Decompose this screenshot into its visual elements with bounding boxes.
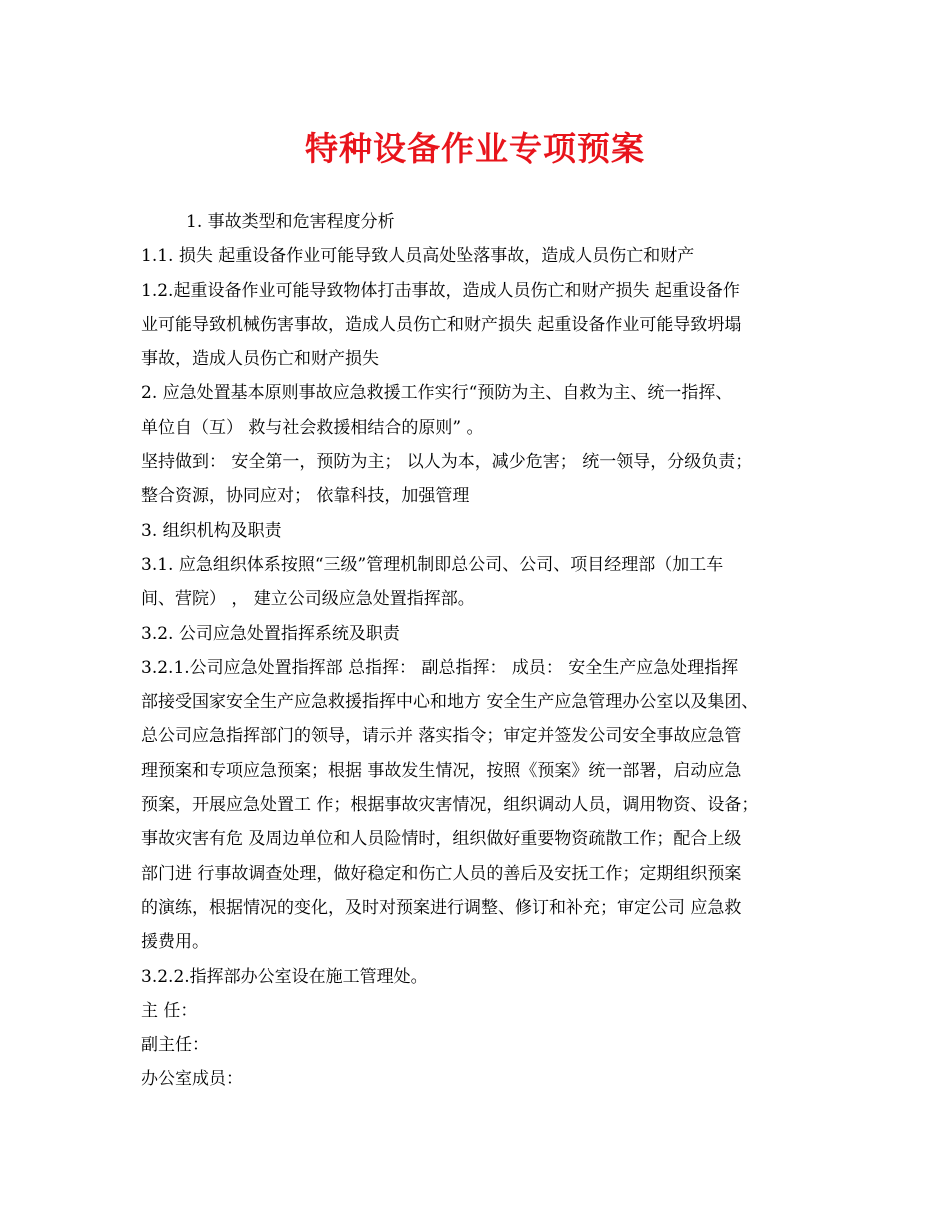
paragraph-line: 3.2.2.指挥部办公室设在施工管理处。 (141, 966, 428, 987)
subsection-heading: 3.2. 公司应急处置指挥系统及职责 (141, 623, 400, 644)
paragraph-line: 3.1. 应急组织体系按照“三级”管理机制即总公司、公司、项目经理部（加工车 (141, 554, 724, 575)
paragraph-line: 援费用。 (141, 932, 209, 953)
paragraph-line: 事故，造成人员伤亡和财产损失 (141, 349, 379, 370)
deputy-director-label: 副主任： (141, 1035, 209, 1056)
director-label: 主 任： (141, 1000, 198, 1021)
document-body (141, 205, 831, 1097)
paragraph-line: 业可能导致机械伤害事故，造成人员伤亡和财产损失 起重设备作业可能导致坍塌 (141, 314, 742, 335)
paragraph-line: 理预案和专项应急预案；根据 事故发生情况，按照《预案》统一部署，启动应急 (141, 760, 742, 781)
paragraph-line: 1.1. 损失 起重设备作业可能导致人员高处坠落事故，造成人员伤亡和财产 (141, 246, 695, 267)
paragraph-line: 总公司应急指挥部门的领导，请示并 落实指令；审定并签发公司安全事故应急管 (141, 726, 742, 747)
paragraph-line: 1.2.起重设备作业可能导致物体打击事故，造成人员伤亡和财产损失 起重设备作 (141, 280, 740, 301)
section-heading-3: 3. 组织机构及职责 (141, 520, 282, 541)
paragraph-line: 单位自（互） 救与社会救援相结合的原则” 。 (141, 417, 484, 438)
paragraph-line: 预案，开展应急处置工 作；根据事故灾害情况，组织调动人员，调用物资、设备； (141, 795, 759, 816)
section-heading-2: 2. 应急处置基本原则事故应急救援工作实行“预防为主、自救为主、统一指挥、 (141, 383, 733, 404)
paragraph-line: 部接受国家安全生产应急救援指挥中心和地方 安全生产应急管理办公室以及集团、 (141, 692, 759, 713)
paragraph-line: 间、营院） ， 建立公司级应急处置指挥部。 (141, 589, 475, 610)
paragraph-line: 3.2.1.公司应急处置指挥部 总指挥： 副总指挥： 成员： 安全生产应急处理指挥 (141, 657, 739, 678)
paragraph-line: 部门进 行事故调查处理，做好稳定和伤亡人员的善后及安抚工作；定期组织预案 (141, 863, 742, 884)
document-title: 特种设备作业专项预案 (305, 129, 645, 168)
paragraph-line: 整合资源，协同应对； 依靠科技，加强管理 (141, 486, 470, 507)
paragraph-line: 事故灾害有危 及周边单位和人员险情时，组织做好重要物资疏散工作；配合上级 (141, 829, 742, 850)
office-members-label: 办公室成员： (141, 1069, 243, 1090)
paragraph-line: 坚持做到： 安全第一，预防为主； 以人为本，减少危害； 统一领导，分级负责； (141, 452, 753, 473)
section-heading-1: 1. 事故类型和危害程度分析 (186, 212, 395, 232)
paragraph-line: 的演练，根据情况的变化，及时对预案进行调整、修订和补充；审定公司 应急救 (141, 897, 742, 918)
